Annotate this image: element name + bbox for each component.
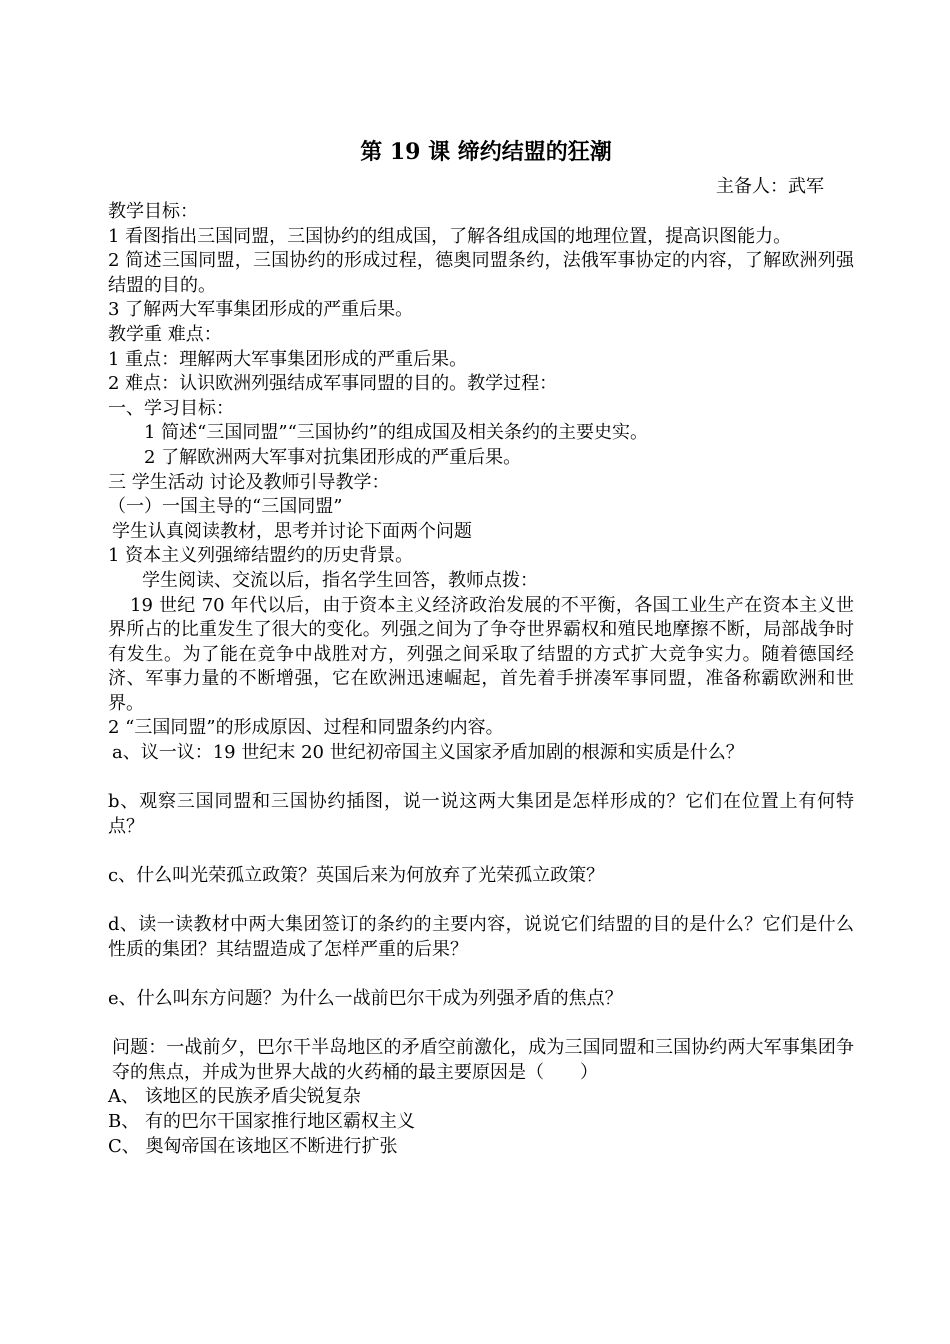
option-b: B、 有的巴尔干国家推行地区霸权主义 [108,1110,415,1132]
blank-line [108,889,854,914]
objective-2: 2 简述三国同盟，三国协约的形成过程，德奥同盟条约，法俄军事协定的内容，了解欧洲列强结盟的目的。 [108,250,854,296]
exercise-question: 问题：一战前夕，巴尔干半岛地区的矛盾空前激化，成为三国同盟和三国协约两大军事集团争夺的焦点，并成为世界大战的火药桶的最主要原因是（ ） [112,1037,854,1083]
heading-student-activity: 三 学生活动 讨论及教师引导教学： [108,471,390,493]
heading-learning-goals: 一、学习目标： [108,397,234,419]
page-title: 第 19 课 缔约结盟的狂潮 [360,139,612,165]
blank-line [108,766,854,791]
question-c: c、什么叫光荣孤立政策？英国后来为何放弃了光荣孤立政策？ [108,865,605,887]
document-page [108,136,854,1159]
preparer-line: 主备人：武军 [716,176,824,197]
heading-key-points: 教学重 难点： [108,323,222,345]
question-a: a、议一议：19 世纪末 20 世纪初帝国主义国家矛盾加剧的根源和实质是什么？ [112,742,744,764]
blank-line [108,839,854,864]
objective-1: 1 看图指出三国同盟，三国协约的组成国，了解各组成国的地理位置，提高识图能力。 [108,225,792,247]
reading-instruction: 学生认真阅读教材，思考并讨论下面两个问题 [112,520,472,542]
option-c: C、 奥匈帝国在该地区不断进行扩张 [108,1135,398,1157]
heading-objectives: 教学目标： [108,201,198,222]
question-alliance-formation: 2 “三国同盟”的形成原因、过程和同盟条约内容。 [108,717,504,739]
learning-goal-2: 2 了解欧洲两大军事对抗集团形成的严重后果。 [144,446,522,468]
question-d: d、读一读教材中两大集团签订的条约的主要内容，说说它们结盟的目的是什么？它们是什么性质的集团？其结盟造成了怎样严重的后果？ [108,914,854,960]
question-b: b、观察三国同盟和三国协约插图，说一说这两大集团是怎样形成的？它们在位置上有何特点？ [108,791,854,837]
section-triple-alliance: （一）一国主导的“三国同盟” [108,496,343,518]
question-e: e、什么叫东方问题？为什么一战前巴尔干成为列强矛盾的焦点？ [108,988,623,1009]
difficult-point: 2 难点：认识欧洲列强结成军事同盟的目的。教学过程： [108,373,558,395]
blank-line [108,1012,854,1037]
key-point: 1 重点：理解两大军事集团形成的严重后果。 [108,348,468,370]
question-background: 1 资本主义列强缔结盟约的历史背景。 [108,545,414,567]
teacher-guidance: 学生阅读、交流以后，指名学生回答，教师点拨： [142,569,538,591]
learning-goal-1: 1 简述“三国同盟”“三国协约”的组成国及相关条约的主要史实。 [144,422,648,444]
background-paragraph: 19 世纪 70 年代以后，由于资本主义经济政治发展的不平衡，各国工业生产在资本主义世界所占的比重发生了很大的变化。列强之间为了争夺世界霸权和殖民地摩擦不断，局部战争时有发生。为了能在竞争中战胜对方，列强之间采取了结盟的方式扩大竞争实力。随着德国经济、军事力量的不断增强，它在欧洲迅速崛起，首先着手拼凑军事同盟，准备称霸欧洲和世界。 [108,594,854,714]
objective-3: 3 了解两大军事集团形成的严重后果。 [108,299,414,321]
option-a: A、 该地区的民族矛盾尖锐复杂 [108,1086,361,1108]
blank-line [108,962,854,987]
